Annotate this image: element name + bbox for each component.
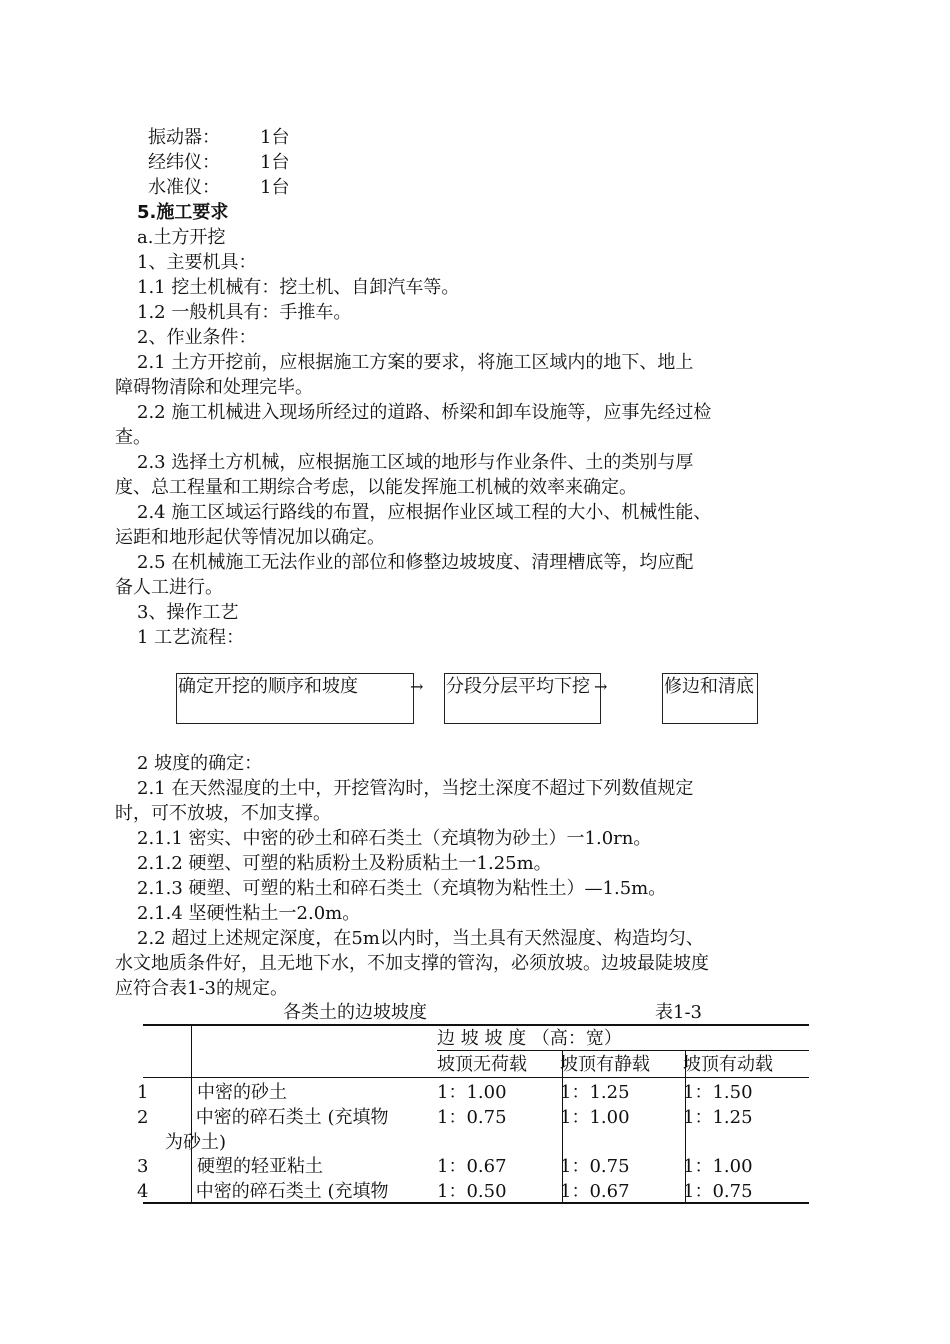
slope-value: 1：0.75 <box>683 1181 753 1202</box>
paragraph-line: 时，可不放坡，不加支撑。 <box>115 803 331 824</box>
slope-value: 1：0.75 <box>560 1156 630 1177</box>
slope-value: 1：0.67 <box>437 1156 507 1177</box>
soil-type: 中密的碎石类土 (充填物 <box>190 1181 389 1202</box>
paragraph-line: 2.1 土方开挖前，应根据施工方案的要求，将施工区域内的地下、地上 <box>137 352 694 373</box>
slope-value: 1：1.50 <box>683 1082 753 1103</box>
column-header: 坡顶有动载 <box>683 1054 773 1075</box>
paragraph-line: 2.3 选择土方机械，应根据施工区域的地形与作业条件、土的类别与厚 <box>137 452 694 473</box>
equipment-item <box>148 176 388 200</box>
item-heading: 3、操作工艺 <box>137 602 239 623</box>
column-header: 坡顶有静载 <box>560 1054 650 1075</box>
slope-value: 1：1.25 <box>560 1082 630 1103</box>
paragraph-line: 2.2 超过上述规定深度，在5m以内时，当土具有天然湿度、构造均匀、 <box>137 928 704 949</box>
paragraph-line: 备人工进行。 <box>115 577 223 598</box>
paragraph-line: 2.1 在天然湿度的土中，开挖管沟时，当挖土深度不超过下列数值规定 <box>137 778 694 799</box>
flow-step-box: 分段分层平均下挖 <box>444 673 601 724</box>
slope-value: 1：0.67 <box>560 1181 630 1202</box>
row-number: 3 <box>137 1156 149 1177</box>
soil-type: 中密的砂土 <box>197 1082 287 1103</box>
paragraph-line: 1.2 一般机具有：手推车。 <box>137 302 352 323</box>
row-number: 4 <box>137 1181 149 1202</box>
paragraph-line: 障碍物清除和处理完毕。 <box>115 377 313 398</box>
soil-type: 硬塑的轻亚粘土 <box>197 1156 323 1177</box>
paragraph-line: 2.1.3 硬塑、可塑的粘土和碎石类土（充填物为粘性土）—1.5m。 <box>137 878 667 899</box>
row-number: 1 <box>137 1082 149 1103</box>
paragraph-line: 运距和地形起伏等情况加以确定。 <box>115 527 385 548</box>
soil-type-continued: 为砂土) <box>165 1132 227 1153</box>
slope-value: 1：1.00 <box>437 1082 507 1103</box>
arrow-right-icon: → <box>594 677 608 696</box>
equipment-qty: 1台 <box>260 177 290 198</box>
equipment-name: 经纬仪： <box>148 152 220 173</box>
item-heading: 2、作业条件： <box>137 327 257 348</box>
arrow-right-icon: → <box>410 677 424 696</box>
paragraph-line: 应符合表1-3的规定。 <box>115 978 288 999</box>
flow-step-box: 修边和清底 <box>662 673 758 724</box>
paragraph-line: 2.1.4 坚硬性粘土一2.0m。 <box>137 903 361 924</box>
table-group-header: 边 坡 坡 度 （高：宽） <box>437 1028 622 1049</box>
table-top-rule <box>143 1024 809 1026</box>
equipment-item <box>148 126 388 150</box>
soil-type: 中密的碎石类土 (充填物 <box>190 1107 389 1128</box>
paragraph-line: 1 工艺流程： <box>137 627 245 648</box>
table-header-rule <box>143 1077 809 1078</box>
slope-value: 1：0.75 <box>437 1107 507 1128</box>
paragraph-line: 1.1 挖土机械有：挖土机、自卸汽车等。 <box>137 277 460 298</box>
table-caption: 各类土的边坡坡度 <box>283 1002 427 1023</box>
equipment-name: 水准仪： <box>148 177 220 198</box>
paragraph-line: 查。 <box>115 427 151 448</box>
item-heading: 1、主要机具： <box>137 252 257 273</box>
equipment-name: 振动器： <box>148 127 220 148</box>
paragraph-line: 2.1.2 硬塑、可塑的粘质粉土及粉质粘土一1.25m。 <box>137 853 552 874</box>
slope-value: 1：1.00 <box>560 1107 630 1128</box>
paragraph-line: 2.1.1 密实、中密的砂土和碎石类土（充填物为砂土）一1.0rn。 <box>137 828 652 849</box>
flow-step-box: 确定开挖的顺序和坡度 <box>176 673 414 724</box>
equipment-qty: 1台 <box>260 152 290 173</box>
equipment-qty: 1台 <box>260 127 290 148</box>
slope-value: 1：1.00 <box>683 1156 753 1177</box>
subsection-heading: a.土方开挖 <box>137 227 226 248</box>
slope-value: 1：1.25 <box>683 1107 753 1128</box>
column-header: 坡顶无荷载 <box>437 1054 527 1075</box>
paragraph-line: 2.2 施工机械进入现场所经过的道路、桥梁和卸车设施等，应事先经过检 <box>137 402 712 423</box>
paragraph-line: 度、总工程量和工期综合考虑，以能发挥施工机械的效率来确定。 <box>115 477 637 498</box>
equipment-item <box>148 151 388 175</box>
item-heading: 2 坡度的确定： <box>137 753 263 774</box>
paragraph-line: 水文地质条件好，且无地下水，不加支撑的管沟，必须放坡。边坡最陡坡度 <box>115 953 709 974</box>
section-title: 5.施工要求 <box>137 202 229 223</box>
table-number: 表1-3 <box>655 1002 702 1023</box>
row-number: 2 <box>137 1107 149 1128</box>
paragraph-line: 2.4 施工区域运行路线的布置，应根据作业区域工程的大小、机械性能、 <box>137 502 712 523</box>
paragraph-line: 2.5 在机械施工无法作业的部位和修整边坡坡度、清理槽底等，均应配 <box>137 552 694 573</box>
slope-value: 1：0.50 <box>437 1181 507 1202</box>
